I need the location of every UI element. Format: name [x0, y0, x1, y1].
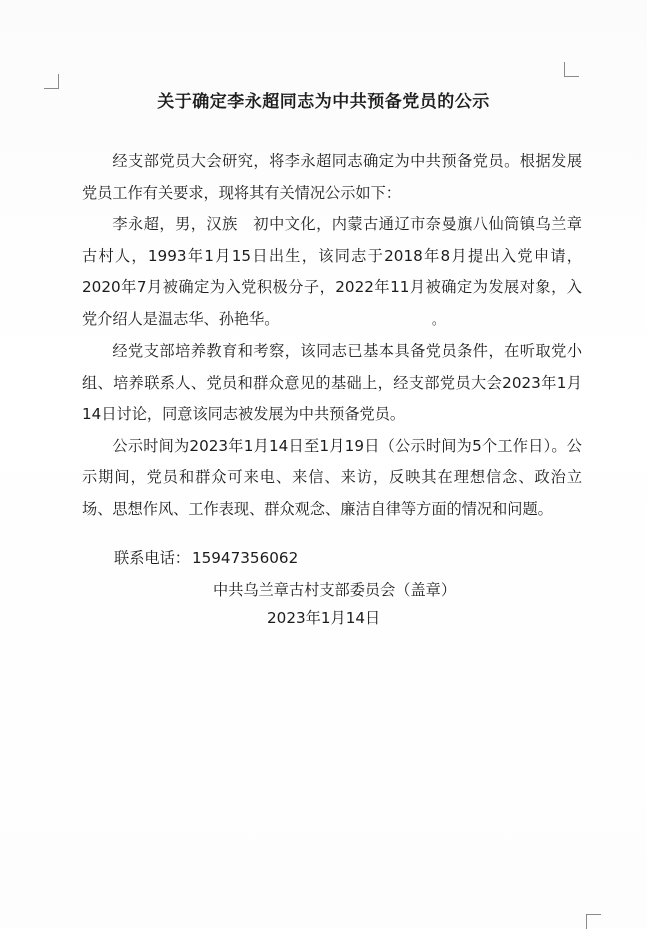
paragraph-intro: 经支部党员大会研究，将李永超同志确定为中共预备党员。根据发展党员工作有关要求，现将其有关情况公示如下： [82, 152, 582, 202]
issue-date: 2023年1月14日 [267, 609, 381, 627]
contact-label: 联系电话： [114, 549, 190, 567]
crop-mark-top-right [564, 62, 579, 77]
paragraph-publicity-period: 公示时间为2023年1月14日至1月19日（公示时间为5个工作日）。公示期间，党员和群众可来电、来信、来访，反映其在理想信念、政治立场、思想作风、工作表现、群众观念、廉洁自律等方面的情况和问题。 [82, 436, 582, 518]
contact-phone: 15947356062 [191, 549, 299, 567]
crop-mark-bottom-right [586, 914, 601, 929]
stray-mark: 。 [431, 312, 445, 328]
paragraph-candidate-info [82, 209, 582, 336]
crop-mark-top-left [44, 74, 59, 89]
candidate-info-text: 李永超，男，汉族 初中文化，内蒙古通辽市奈曼旗八仙筒镇乌兰章古村人，1993年1月15日出生，该同志于2018年8月提出入党申请，2020年7月被确定为入党积极分子，2022年11月被确定为发展对象，入党介绍人是温志华、孙艳华。 [82, 215, 582, 328]
document-body [82, 146, 582, 525]
issuer-name: 中共乌兰章古村支部委员会（盖章） [213, 581, 456, 599]
paragraph-assessment: 经党支部培养教育和考察，该同志已基本具备党员条件，在听取党小组、培养联系人、党员和群众意见的基础上，经支部党员大会2023年1月14日讨论，同意该同志被发展为中共预备党员。 [82, 342, 582, 423]
document-title: 关于确定李永超同志为中共预备党员的公示 [157, 92, 490, 112]
contact-line [114, 544, 298, 572]
